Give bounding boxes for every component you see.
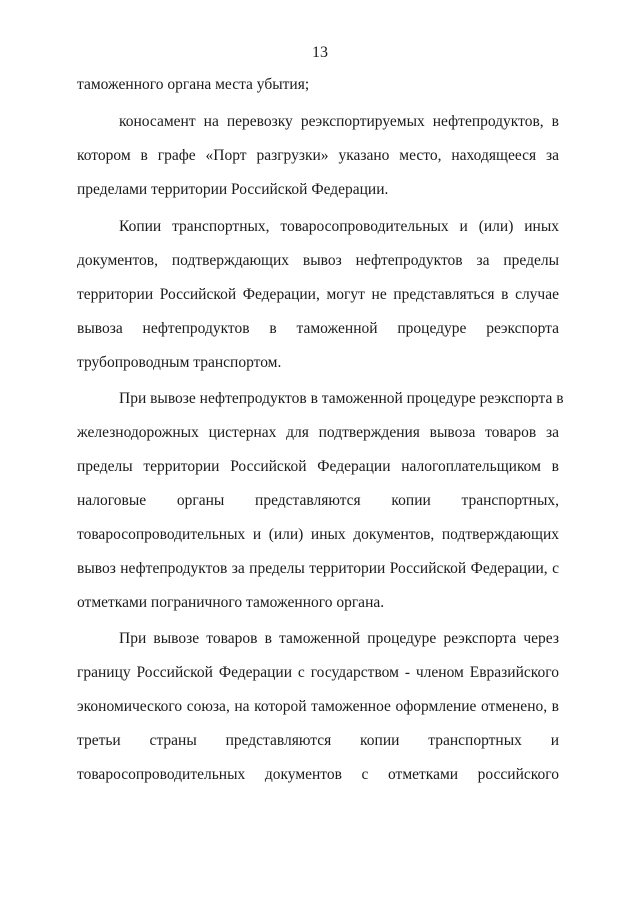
text-line: вывоза нефтепродуктов в таможенной процедуре реэкспорта xyxy=(77,320,559,337)
text-line: При вывозе товаров в таможенной процедуре реэкспорта через xyxy=(119,630,559,647)
text-line: При вывозе нефтепродуктов в таможенной процедуре реэкспорта в xyxy=(119,390,564,407)
text-line: трубопроводным транспортом. xyxy=(77,354,282,371)
page-number: 13 xyxy=(312,44,328,61)
text-line: налоговые органы представляются копии транспортных, xyxy=(77,492,559,509)
text-line: третьи страны представляются копии транспортных и xyxy=(77,732,559,749)
text-line: пределы территории Российской Федерации налогоплательщиком в xyxy=(77,458,559,475)
text-line: железнодорожных цистернах для подтверждения вывоза товаров за xyxy=(77,424,559,441)
text-line: вывоз нефтепродуктов за пределы территории Российской Федерации, с xyxy=(77,560,559,577)
text-line: экономического союза, на которой таможенное оформление отменено, в xyxy=(77,698,559,715)
text-line: товаросопроводительных и (или) иных документов, подтверждающих xyxy=(77,526,559,543)
text-line: Копии транспортных, товаросопроводительных и (или) иных xyxy=(119,218,559,235)
text-line: границу Российской Федерации с государством - членом Евразийского xyxy=(77,664,559,681)
text-line: таможенного органа места убытия; xyxy=(77,76,310,93)
text-line: отметками пограничного таможенного органа. xyxy=(77,594,385,611)
text-line: территории Российской Федерации, могут не представляться в случае xyxy=(77,286,559,303)
text-line: документов, подтверждающих вывоз нефтепродуктов за пределы xyxy=(77,252,559,269)
text-line: котором в графе «Порт разгрузки» указано место, находящееся за xyxy=(77,147,559,164)
text-line: товаросопроводительных документов с отметками российского xyxy=(77,766,559,783)
text-line: пределами территории Российской Федерации. xyxy=(77,181,389,198)
text-line: коносамент на перевозку реэкспортируемых нефтепродуктов, в xyxy=(119,113,559,130)
